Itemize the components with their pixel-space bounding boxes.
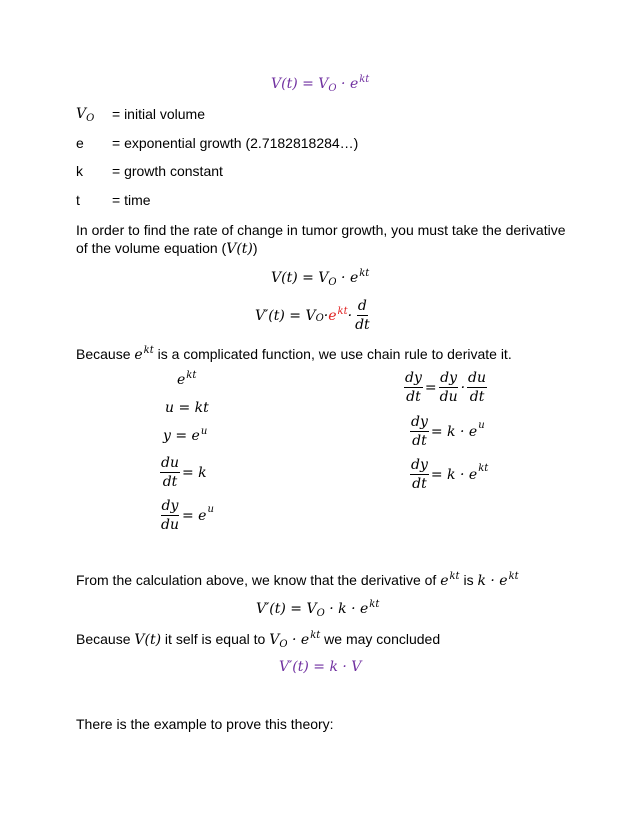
paragraph-rate-line2: of the volume equation (V(t)) [76, 240, 258, 257]
def-desc-e: = exponential growth (2.7182818284…) [112, 135, 359, 151]
paragraph-because-equal: Because V(t) it self is equal to $V_O \cdot e^{kt}$ we may concluded [76, 630, 441, 650]
paragraph-rate-line1: In order to find the rate of change in tumor growth, you must take the derivative [76, 222, 566, 238]
paragraph-derivative-conclusion: From the calculation above, we know that the derivative of $e^{kt}$ is $k \cdot e^{kt}$ [76, 571, 519, 589]
title-formula: $V(t) = V_O \cdot e^{kt}$ [271, 74, 370, 94]
right-dy-dt-eu: $\frac{dy}{dt}$ = k · e u [411, 414, 485, 449]
def-desc-v0: = initial volume [112, 106, 205, 122]
left-y-equation: $y = e^u$ [163, 426, 208, 444]
def-symbol-v0: $V_O$ [76, 106, 95, 124]
equation-final: V′(t) = k · V [279, 659, 362, 675]
fraction-d-dt: $\frac{d}{dt}$ [355, 298, 370, 333]
def-symbol-e: e [76, 135, 84, 151]
left-du-dt: $\frac{du}{dt}$ = k [161, 455, 207, 490]
equation-volume: $V(t) = V_O \cdot e^{kt}$ [271, 268, 370, 288]
left-ekt: $e^{kt}$ [177, 370, 197, 388]
right-dy-dt-ekt: $\frac{dy}{dt}$ = k · e kt [411, 457, 489, 492]
equation-derivative-result: $V'(t) = V_O \cdot k \cdot e^{kt}$ [256, 599, 380, 619]
left-dy-du: $\frac{dy}{du}$ = e u [161, 498, 214, 533]
right-chain-rule: $\frac{dy}{dt}$ = $\frac{dy}{du}$ · $\frac{du}{dt}$ [405, 370, 487, 405]
equation-derivative: V′(t) = V O · $e^{kt}$ · $\frac{d}{dt}$ [255, 298, 370, 333]
def-desc-k: = growth constant [112, 163, 223, 179]
def-desc-t: = time [112, 192, 151, 208]
def-symbol-k: k [76, 163, 83, 179]
left-u-equation: u = kt [165, 400, 209, 416]
paragraph-example: There is the example to prove this theory: [76, 716, 334, 732]
paragraph-chain-rule: Because $e^{kt}$ is a complicated function, we use chain rule to derivate it. [76, 345, 512, 363]
def-symbol-t: t [76, 192, 80, 208]
